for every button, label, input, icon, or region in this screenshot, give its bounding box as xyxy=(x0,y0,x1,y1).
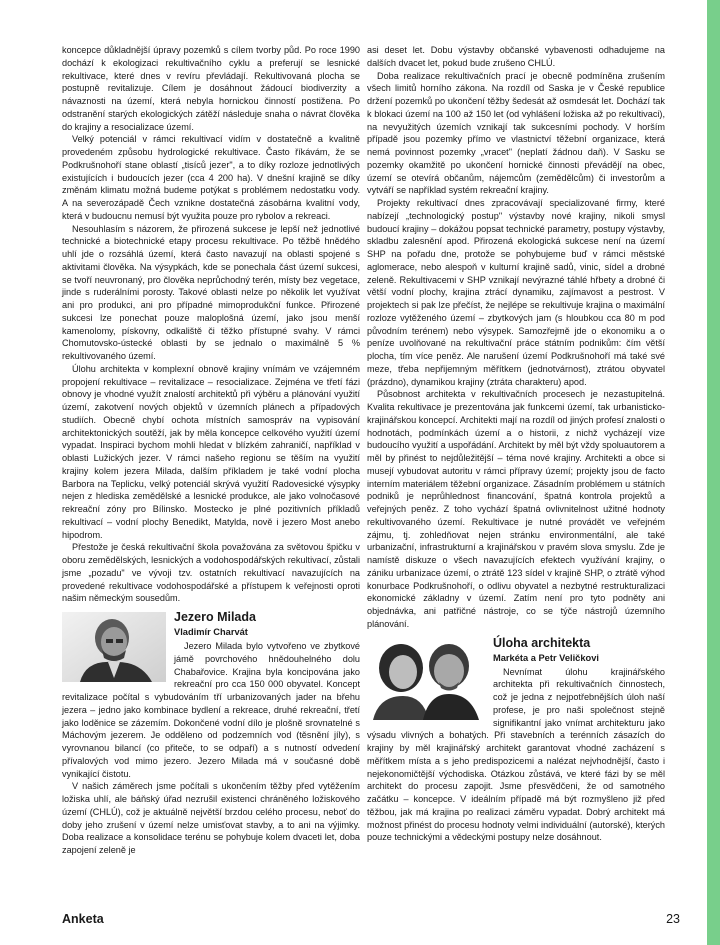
paragraph: Velký potenciál v rámci rekultivací vidím v dostatečně a kvalitně provedeném způsobu hydrologické rekultivace. Často říkávám, že se Podkrušnohoří stane oblastí „tisíců jezer", a to díky rozloze jednotlivých existujících i budoucích jezer (cca 4 200 ha). V dnešní krajině se díky změnám klimatu možná budeme potýkat s problémem nedostatku vody. A na severozápadě Čech vznikne dostatečná zásobárna kvalitní vody, která v budoucnu nemusí být využita pouze pro rybolov a rekreaci. xyxy=(62,134,360,221)
paragraph: Projekty rekultivací dnes zpracovávají specializované firmy, které nabízejí „technologický postup" výstavby nové krajiny, nikoli smysl budoucí krajiny – dokážou popsat technické parametry, postupy výstavby, skladbu zalesnění apod. Přirozená ekologická sukcese není na území SHP na pořadu dne, protože se pohybujeme buď v rámci městské aglomerace, nebo alespoň v kulturní krajině sadů, vinic, sídel a drobné zeleně. Rekultivacemi v SHP vznikají nevýrazné táhlé hřbety a drobné či větší vodní plochy, krajina ztrácí dynamiku, zajímavost a pestrost. V projektech si pak lze přečíst, že nejlépe se rekultivuje krajina o maximální rozloze vytěženého území – zbytkových jam (s hloubkou cca 80 m pod původním terénem) nebo výsypek. Samozřejmě jde o ekonomiku a o peníze uvolňované na rekultivační práce státním podnikům: čím větší plocha, tím více peněz. Ale narušení území Podkrušnohoří má také své meze, třeba nepřijemným měřítkem (jednotvárnost), ztrátou obyvatel (prázdno), dynamikou krajiny (ztráta charakteru) apod. xyxy=(367,198,665,387)
paragraph: Doba realizace rekultivačních prací je obecně podmíněna zrušením všech limitů horního zákona. Na rozdíl od Saska je v České republice držení pozemků po ukončení těžby šedesát až osmdesát let. Dochází tak k blokaci území na 100 až 150 let (od vyhlášení ložiska až po rekultivaci), na nevyužitých územích vznikají tak sukcesními pochody. V horším případě jsou pozemky přímo ve vlastnictví těžební organizace, která nemá povinnost pozemky „vracet" (neplatí žádnou daň). V Sasku se pozemky okamžitě po ukončení hornické činnosti převádějí na obec, území se otevírá občanům, nájemcům (zemědělcům) či investorům a vytváří se například systém rekreační krajiny. xyxy=(367,70,665,196)
footer-section-name: Anketa xyxy=(62,912,104,926)
page-number: 23 xyxy=(666,912,680,926)
paragraph: Úlohu architekta v komplexní obnově krajiny vnímám ve vzájemném propojení rekultivace – revitalizace – resocializace. Zejména ve třetí fázi obnovy je vhodné využít znalostí architektů při výběru a plánování využití území, zakotvení nových objektů v územních plánech a případových studiích. Obecně chybí ochota místních samospráv na vypisování architektonických soutěží, jak by měla koncepce celkového využití území vypadat. Inspiraci bychom mohli hledat v blízkém zahraničí, například v oblasti Lužických jezer. V rámci našeho regionu se těším na využití krajiny kolem jezera Milada, dalším příkladem je také vodní plocha Barbora na Teplicku, velký potenciál skrývá využití Radovesické výsypky nejen z hlediska zemědělské a lesnické produkce, ale jako volnočasové rekreační zóny pro Bílinsko. Mostecko je plné pozitivních příkladů rekultivací – vodní plochy Benedikt, Matylda, nově i jezero Most anebo hipodrom. xyxy=(62,363,360,540)
section-author: Vladimír Charvát xyxy=(174,627,248,637)
section-author: Markéta a Petr Veličkovi xyxy=(493,652,599,663)
authors-portrait-photo xyxy=(367,638,485,720)
left-column xyxy=(62,44,360,857)
author-portrait-photo xyxy=(62,612,166,682)
right-column xyxy=(367,44,665,844)
paragraph: V našich záměrech jsme počítali s ukončením těžby před vytěžením ložiska uhlí, ale báňský úřad nezrušil existenci chráněného ložiskového území (CHLÚ), což je aktuálně největší brzdou celého procesu, neboť do doby jeho zrušení v území nelze umisťovat stavby, a to ani na výjimky. Doba realizace a konsolidace terénu se pohybuje kolem dvaceti let, doba zapojení zeleně je xyxy=(62,781,360,855)
paragraph: Působnost architekta v rekultivačních procesech je nezastupitelná. Kvalita rekultivace je prezentována jak funkcemi území, tak urbanisticko-krajinářskou koncepcí. Architekti mají na rozdíl od jiných profesí znalosti o hodnotách, podmínkách území a o historii, z nichž vycházejí vize budoucího využití a uspořádání. Architekt by měl být vždy spoluautorem a měl by přinést to nejdůležitější – téma nové krajiny. Architekti a obce si musejí vybudovat autoritu v rámci přípravy území; projekty jsou de facto interním materiálem těžební organizace. Zásadním problémem u státních podniků je neprůhlednost financování, špatná kontrola projektů a veřejných peněz. Z toho vychází špatná ovlivnitelnost užitné hodnoty rekultivovaného území. Rekultivace je nutné provádět ve veřejném zájmu, tj. zohledňovat nejen stránku environmentální, ale také urbanizační, infrastrukturní a krajinářskou v pravém slova smyslu. Zde je namístě diskuze o všech navazujících efektech využívání krajiny, o zániku urbanizace území, o ztrátě 123 sídel v krajině SHP, o ztrátě výhod konurbace Podkrušnohoří, o odlivu obyvatel a nezbytné restrukturalizaci ekonomické základny v území. Zatím není pro tyto podněty ani objednávka, ani patřičné nástroje, co se týče nástrojů územního plánování. xyxy=(367,389,665,629)
paragraph: Jezero Milada bylo vytvořeno ve zbytkové jámě povrchového hnědouhelného dolu Chabařovice. Krajina byla koncipována jako rekreační pro cca 150 000 obyvatel. Koncept revitalizace počítal s vybudováním tří urbanizovaných jader na břehu jezera – jedno jako kombinace bydlení a rekreace, druhé rekreační, třetí jako loděnice se zázemím. Dokončené vodní dílo je plošně srovnatelné s Máchovým jezerem. Je odděleno od podzemních vod (těsnění jíly), s vyrovnanou bilancí (co přiteče, to se odpaří) a s nutností odvedení přívalových vod mimo jezero. Jezero Milada má v současné době vynikající čistotu. xyxy=(62,641,360,779)
paragraph: asi deset let. Dobu výstavby občanské vybavenosti odhadujeme na dalších dvacet let, pokud bude zrušeno CHLÚ. xyxy=(367,45,665,68)
section-uloha-architekta xyxy=(367,636,665,845)
section-title: Úloha architekta xyxy=(493,635,591,650)
paragraph: Nesouhlasím s názorem, že přirozená sukcese je lepší než jednotlivé technické a biotechnické etapy procesu rekultivace. Po těžbě hnědého uhlí jde o rozsáhlá území, která často navazují na oblasti spojené s aktivitami člověka. Na výsypkách, kde se ponechala část území sukcesi, se tvoří neuvronaný, pro člověka neprůchodný terén, místy bez vegetace, jinde s ruderálními porosty. Takové oblasti nelze po několik let využívat ani pro produkci, ani pro případné mimoprodukční funkce. Přirozené sukcesi lze ponechat pouze maloplošná území, jako jsou menší kamenolomy, pískovny, odkaliště či těžko přístupné svahy. V rámci Chomutovsko-ústecké oblasti by se jednalo o maximálně 5 % rekultivovaného území. xyxy=(62,223,360,361)
paragraph: koncepce důkladnější úpravy pozemků s cílem tvorby půd. Po roce 1990 dochází k ekologizaci rekultivačního cyklu a preferují se lesnické rekultivace, které dnes v revíru převládají. Rekultivovaná plocha se postupně revitalizuje. Cílem je dosáhnout žádoucí biodiverzity a návaznosti na území, která nebyla hornickou činností postižena. Po odstranění starých ekologických zátěží následuje snaha o návrat člověka do krajiny a resocializace území. xyxy=(62,45,360,132)
section-jezero-milada xyxy=(62,610,360,857)
paragraph: Přestože je česká rekultivační škola považována za světovou špičku v oboru zemědělských, lesnických a vodohospodářských rekultivací, zůstali jsme „pozadu" ve vývoji tzv. ostatních rekultivací navazujících na provedené rekultivace vodohospodářské a přístupem k veřejnosti oproti našim německým sousedům. xyxy=(62,542,360,604)
section-title: Jezero Milada xyxy=(174,610,256,624)
page-edge-accent xyxy=(707,0,720,945)
page-footer xyxy=(62,912,680,932)
paragraph: Nevnímat úlohu krajinářského architekta při rekultivačních činnostech, což je jedna z nejpotřebnějších úloh naší profese, je pro naši společnost stejně signifikantní jako vnímat architekturu jako výsadu vlivných a bohatých. Při stavebních a terénních zásazích do krajiny by měl krajinářský architekt garantovat vhodné zacházení s měřítkem místa a s jeho predispozicemi a nalézat nejvhodnější, často i nejekonomičtější východiska. Otázkou zůstává, ve které fázi by se měl architekt do procesu zapojit. Jsme přesvědčeni, že od samotného začátku – koncepce. V ideálním případě má být rozmyšleno již před těžbou, jak má krajina po realizaci záměru vypadat. Dobrý architekt má možnost přinést do procesu hodnoty velmi individuální (autorské), kterých pouze technickými a vědeckými postupy nelze dosáhnout. xyxy=(367,666,665,843)
